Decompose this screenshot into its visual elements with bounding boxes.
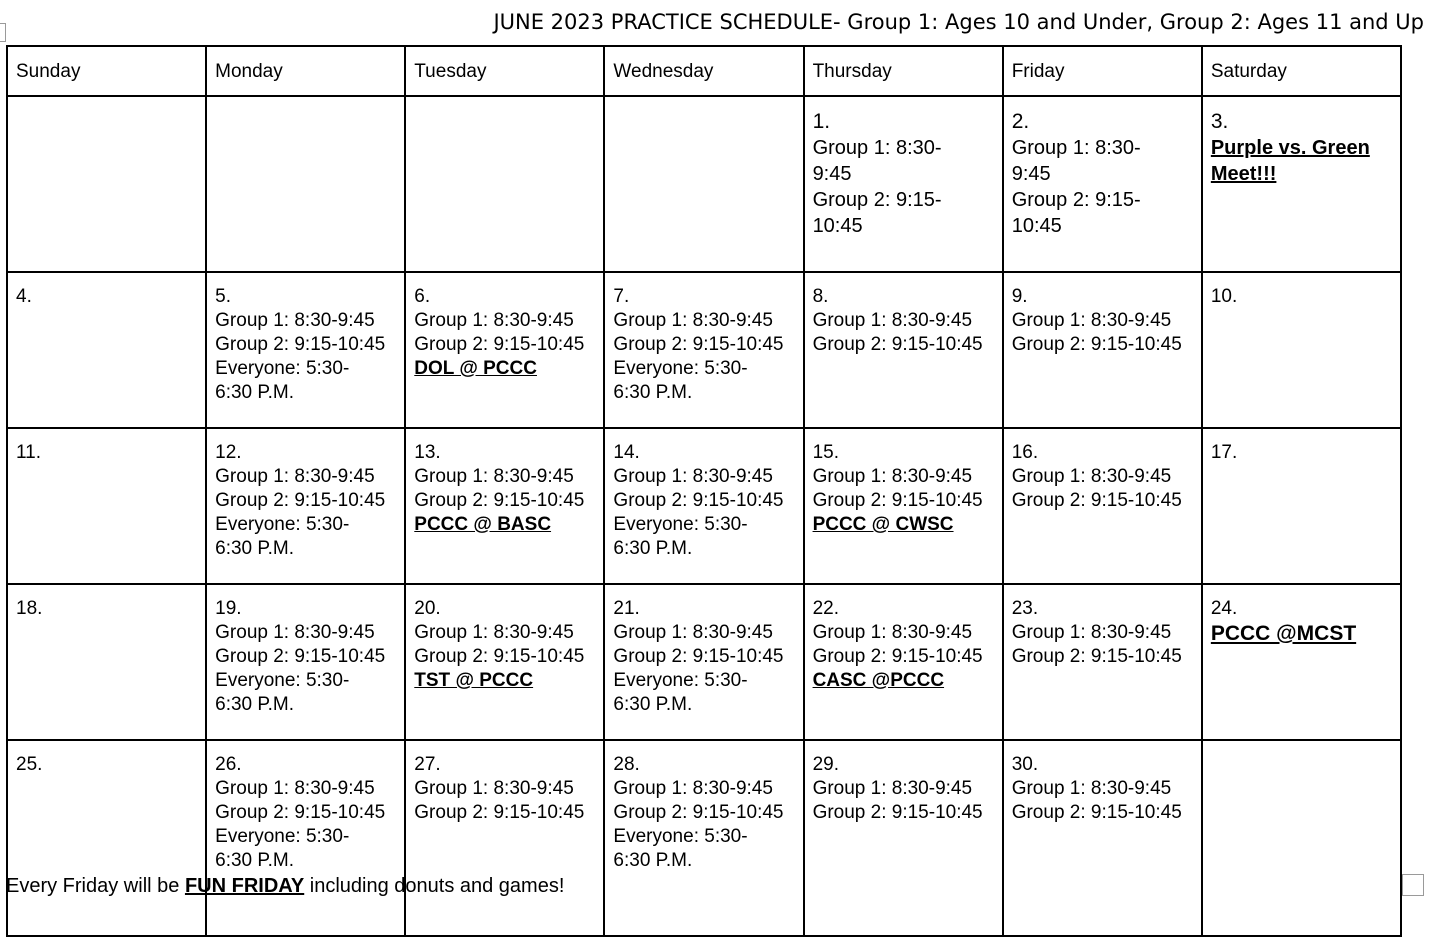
practice-time: Everyone: 5:30-	[215, 358, 350, 379]
practice-time: 6:30 P.M.	[215, 694, 295, 715]
day-number: 8.	[812, 286, 829, 307]
day-number: 7.	[613, 286, 630, 307]
weekday-wednesday: Wednesday	[604, 46, 803, 96]
practice-time: Everyone: 5:30-	[613, 358, 748, 379]
practice-time: Group 2: 9:15-10:45	[414, 490, 585, 511]
day-number: 16.	[1011, 442, 1039, 463]
day-cell	[804, 96, 1003, 272]
calendar-body	[7, 96, 1401, 936]
practice-time: Group 2: 9:15-10:45	[812, 646, 983, 667]
practice-time: Group 1: 8:30-9:45	[414, 778, 574, 799]
practice-time: Group 2: 9:15-10:45	[613, 802, 784, 823]
day-cell	[206, 428, 405, 584]
day-number: 19.	[215, 598, 242, 619]
day-cell	[1202, 428, 1401, 584]
day-number: 1.	[812, 110, 831, 133]
practice-time: Group 2: 9:15-10:45	[1011, 334, 1182, 355]
day-cell	[604, 740, 803, 936]
day-cell	[604, 272, 803, 428]
day-number: 9.	[1011, 286, 1028, 307]
day-number: 2.	[1011, 110, 1030, 133]
page-title: JUNE 2023 PRACTICE SCHEDULE- Group 1: Ages 10 and Under, Group 2: Ages 11 and Up	[493, 10, 1424, 34]
day-number: 13.	[414, 442, 441, 463]
practice-time: 9:45	[812, 163, 852, 185]
day-number: 23.	[1011, 598, 1039, 619]
practice-time: Group 1: 8:30-9:45	[215, 622, 375, 643]
practice-time: Everyone: 5:30-	[613, 670, 748, 691]
weekday-header-row	[7, 46, 1401, 96]
practice-time: Group 1: 8:30-9:45	[414, 622, 574, 643]
practice-time: Group 2: 9:15-10:45	[812, 490, 983, 511]
practice-time: Group 2: 9:15-	[1011, 189, 1141, 211]
day-cell	[1003, 272, 1202, 428]
day-cell	[1202, 96, 1401, 272]
day-cell	[405, 428, 604, 584]
day-number: 5.	[215, 286, 231, 307]
practice-time: Group 1: 8:30-9:45	[215, 310, 375, 331]
footer-text-before: Every Friday will be	[6, 875, 185, 897]
practice-time: Everyone: 5:30-	[215, 670, 350, 691]
meet-event: PCCC @MCST	[1210, 622, 1357, 645]
practice-time: 6:30 P.M.	[215, 850, 295, 871]
practice-time: Everyone: 5:30-	[215, 826, 350, 847]
day-number: 10.	[1210, 286, 1238, 307]
week-row	[7, 96, 1401, 272]
day-cell	[405, 272, 604, 428]
empty-day-cell	[405, 96, 604, 272]
practice-time: Group 2: 9:15-10:45	[414, 646, 585, 667]
practice-time: Group 2: 9:15-10:45	[414, 802, 585, 823]
day-cell	[804, 272, 1003, 428]
practice-time: Group 1: 8:30-9:45	[812, 466, 973, 487]
practice-time: Group 1: 8:30-9:45	[812, 310, 973, 331]
meet-event: DOL @ PCCC	[414, 358, 537, 379]
practice-time: Group 1: 8:30-9:45	[812, 778, 973, 799]
day-cell	[7, 272, 206, 428]
empty-day-cell	[1202, 740, 1401, 936]
practice-time: Group 1: 8:30-9:45	[1011, 622, 1172, 643]
practice-time: 10:45	[1011, 215, 1062, 237]
day-number: 25.	[16, 754, 43, 775]
calendar-table	[6, 45, 1402, 937]
practice-time: Group 1: 8:30-9:45	[215, 466, 375, 487]
practice-time: Group 1: 8:30-9:45	[812, 622, 973, 643]
meet-event: CASC @PCCC	[812, 670, 945, 691]
practice-time: Group 2: 9:15-10:45	[613, 490, 784, 511]
practice-time: Group 1: 8:30-9:45	[414, 310, 574, 331]
week-row	[7, 584, 1401, 740]
day-cell	[804, 584, 1003, 740]
practice-time: 6:30 P.M.	[215, 538, 295, 559]
empty-day-cell	[7, 96, 206, 272]
day-cell	[405, 740, 604, 936]
day-cell	[206, 584, 405, 740]
meet-event: Meet!!!	[1210, 163, 1277, 185]
day-number: 26.	[215, 754, 242, 775]
footer-note	[6, 875, 564, 898]
day-cell	[1003, 96, 1202, 272]
meet-event: TST @ PCCC	[414, 670, 534, 691]
paragraph-end-marker	[1402, 874, 1424, 896]
practice-time: Group 1: 8:30-9:45	[613, 622, 773, 643]
day-number: 28.	[613, 754, 640, 775]
meet-event: PCCC @ BASC	[414, 514, 552, 535]
day-cell	[7, 740, 206, 936]
practice-time: Group 2: 9:15-10:45	[1011, 802, 1182, 823]
day-cell	[1202, 272, 1401, 428]
practice-time: 6:30 P.M.	[613, 538, 693, 559]
practice-time: Group 1: 8:30-	[1011, 137, 1141, 159]
day-number: 6.	[414, 286, 431, 307]
practice-time: Everyone: 5:30-	[613, 514, 748, 535]
practice-time: Group 2: 9:15-10:45	[215, 490, 386, 511]
day-cell	[7, 584, 206, 740]
day-number: 21.	[613, 598, 640, 619]
week-row	[7, 740, 1401, 936]
day-number: 30.	[1011, 754, 1039, 775]
practice-time: Group 2: 9:15-10:45	[812, 802, 983, 823]
weekday-saturday: Saturday	[1202, 46, 1401, 96]
practice-time: Group 1: 8:30-9:45	[613, 310, 773, 331]
weekday-tuesday: Tuesday	[405, 46, 604, 96]
day-number: 27.	[414, 754, 441, 775]
practice-time: Group 2: 9:15-10:45	[414, 334, 585, 355]
day-cell	[604, 428, 803, 584]
day-number: 18.	[16, 598, 43, 619]
practice-time: 9:45	[1011, 163, 1051, 185]
day-number: 17.	[1210, 442, 1238, 463]
practice-time: Group 1: 8:30-9:45	[215, 778, 375, 799]
practice-time: Group 2: 9:15-10:45	[613, 334, 784, 355]
practice-time: Group 2: 9:15-10:45	[215, 334, 386, 355]
practice-time: Everyone: 5:30-	[215, 514, 350, 535]
practice-time: Group 1: 8:30-9:45	[1011, 778, 1172, 799]
day-cell	[1003, 428, 1202, 584]
day-number: 24.	[1210, 598, 1238, 619]
day-cell	[804, 428, 1003, 584]
day-cell	[206, 740, 405, 936]
week-row	[7, 272, 1401, 428]
day-cell	[405, 584, 604, 740]
day-number: 4.	[16, 286, 32, 307]
practice-time: Group 1: 8:30-9:45	[613, 466, 773, 487]
practice-time: Group 2: 9:15-10:45	[1011, 646, 1182, 667]
weekday-thursday: Thursday	[804, 46, 1003, 96]
practice-time: 6:30 P.M.	[613, 382, 693, 403]
day-number: 12.	[215, 442, 242, 463]
day-cell	[804, 740, 1003, 936]
table-anchor-marker	[0, 23, 6, 42]
practice-time: Group 1: 8:30-9:45	[613, 778, 773, 799]
day-cell	[1003, 584, 1202, 740]
practice-time: 6:30 P.M.	[215, 382, 295, 403]
empty-day-cell	[206, 96, 405, 272]
practice-time: Group 1: 8:30-9:45	[414, 466, 574, 487]
day-number: 22.	[812, 598, 839, 619]
day-cell	[604, 584, 803, 740]
practice-time: Group 1: 8:30-9:45	[1011, 310, 1172, 331]
week-row	[7, 428, 1401, 584]
meet-event: Purple vs. Green	[1210, 137, 1370, 159]
practice-time: Everyone: 5:30-	[613, 826, 748, 847]
practice-time: Group 1: 8:30-9:45	[1011, 466, 1172, 487]
practice-time: 6:30 P.M.	[613, 850, 693, 871]
practice-time: Group 2: 9:15-10:45	[613, 646, 784, 667]
day-number: 3.	[1210, 110, 1229, 133]
day-cell	[7, 428, 206, 584]
day-number: 29.	[812, 754, 839, 775]
practice-time: Group 1: 8:30-	[812, 137, 942, 159]
empty-day-cell	[604, 96, 803, 272]
practice-time: Group 2: 9:15-10:45	[812, 334, 983, 355]
day-number: 20.	[414, 598, 441, 619]
fun-friday-label: FUN FRIDAY	[184, 875, 305, 897]
footer-text-after: including donuts and games!	[304, 875, 565, 897]
day-number: 11.	[16, 442, 42, 463]
weekday-sunday: Sunday	[7, 46, 206, 96]
day-cell	[1003, 740, 1202, 936]
day-number: 15.	[812, 442, 839, 463]
practice-time: 10:45	[812, 215, 863, 237]
practice-time: Group 2: 9:15-10:45	[1011, 490, 1182, 511]
practice-time: Group 2: 9:15-10:45	[215, 802, 386, 823]
meet-event: PCCC @ CWSC	[812, 514, 954, 535]
day-cell	[1202, 584, 1401, 740]
weekday-monday: Monday	[206, 46, 405, 96]
day-cell	[206, 272, 405, 428]
weekday-friday: Friday	[1003, 46, 1202, 96]
practice-time: 6:30 P.M.	[613, 694, 693, 715]
practice-time: Group 2: 9:15-	[812, 189, 942, 211]
practice-time: Group 2: 9:15-10:45	[215, 646, 386, 667]
day-number: 14.	[613, 442, 640, 463]
